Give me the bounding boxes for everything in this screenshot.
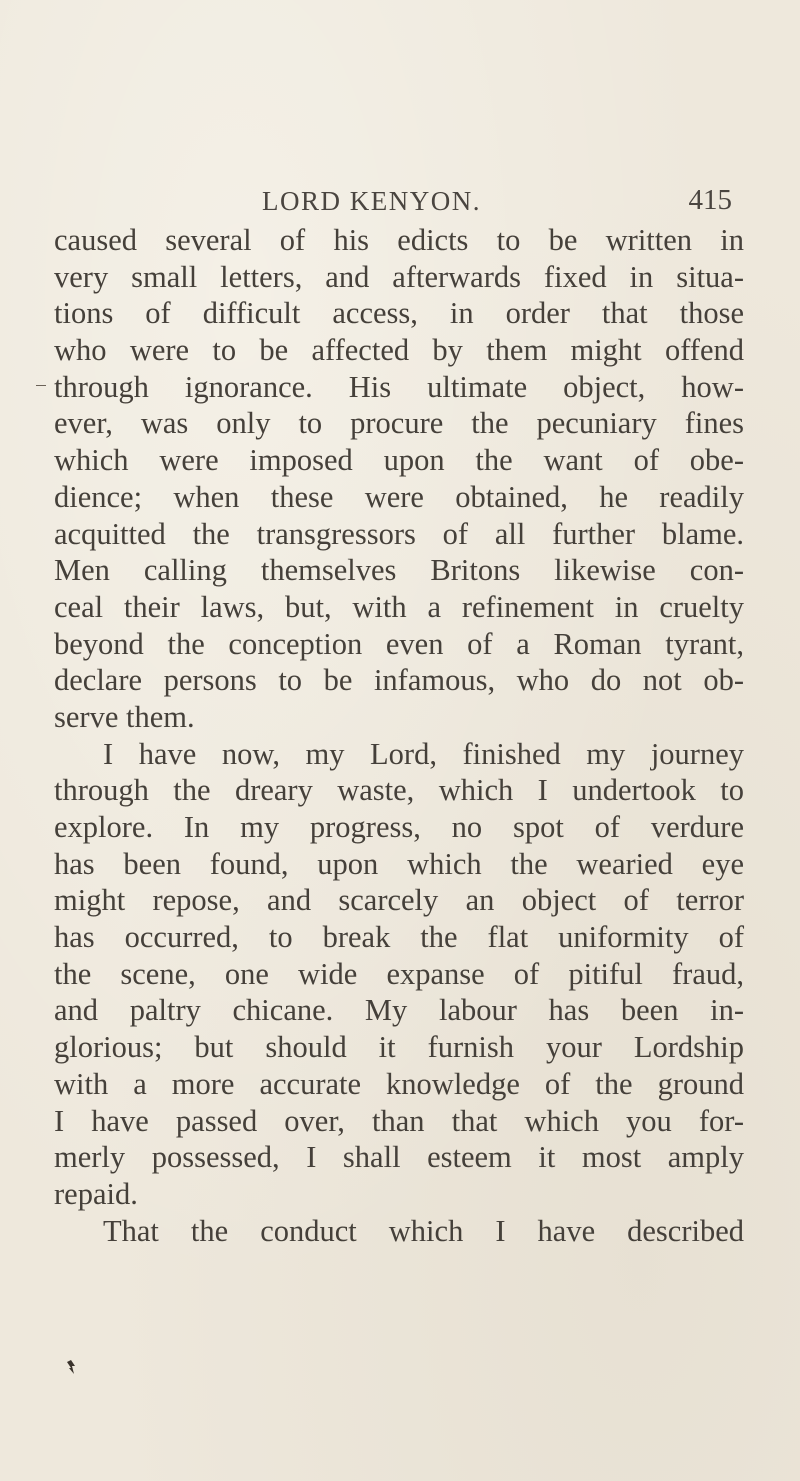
ink-speck: [66, 1360, 76, 1374]
text-line: glorious; but should it furnish your Lordship: [54, 1030, 744, 1065]
text-line: ever, was only to procure the pecuniary fines: [54, 406, 744, 441]
text-line: acquitted the transgressors of all further blame.: [54, 516, 744, 551]
text-line: which were imposed upon the want of obe-: [54, 443, 744, 478]
text-line: might repose, and scarcely an object of terror: [54, 883, 744, 918]
page-number: 415: [688, 184, 732, 216]
text-line: ceal their laws, but, with a refinement in cruelty: [54, 589, 744, 624]
paragraph-start-line: I have now, my Lord, finished my journey: [103, 736, 744, 771]
text-line: merly possessed, I shall esteem it most amply: [54, 1140, 744, 1175]
paragraph-start-line: That the conduct which I have described: [103, 1213, 744, 1248]
text-line: through ignorance. His ultimate object, how-: [54, 369, 744, 404]
margin-mark: [36, 385, 46, 386]
text-line: with a more accurate knowledge of the ground: [54, 1066, 744, 1101]
running-title: LORD KENYON.: [262, 186, 481, 216]
text-line: beyond the conception even of a Roman tyrant,: [54, 626, 744, 661]
text-line: has been found, upon which the wearied eye: [54, 846, 744, 881]
text-line: dience; when these were obtained, he readily: [54, 479, 744, 514]
text-line: caused several of his edicts to be written in: [54, 223, 744, 257]
text-line: has occurred, to break the flat uniformity of: [54, 920, 744, 955]
body-text: [54, 222, 744, 1249]
text-line: Men calling themselves Britons likewise con-: [54, 553, 744, 588]
text-line: serve them.: [54, 699, 195, 734]
page-header: [262, 186, 732, 222]
text-line: the scene, one wide expanse of pitiful fraud,: [54, 956, 744, 991]
text-line: explore. In my progress, no spot of verdure: [54, 810, 744, 844]
text-line: who were to be affected by them might offend: [54, 333, 744, 368]
text-line: and paltry chicane. My labour has been in-: [54, 993, 744, 1028]
text-line: I have passed over, than that which you for-: [54, 1103, 744, 1138]
text-line: through the dreary waste, which I undertook to: [54, 773, 744, 808]
text-line: tions of difficult access, in order that those: [54, 296, 744, 331]
text-line: declare persons to be infamous, who do not ob-: [54, 663, 744, 698]
text-line: repaid.: [54, 1176, 138, 1211]
text-line: very small letters, and afterwards fixed in situa-: [54, 259, 744, 294]
